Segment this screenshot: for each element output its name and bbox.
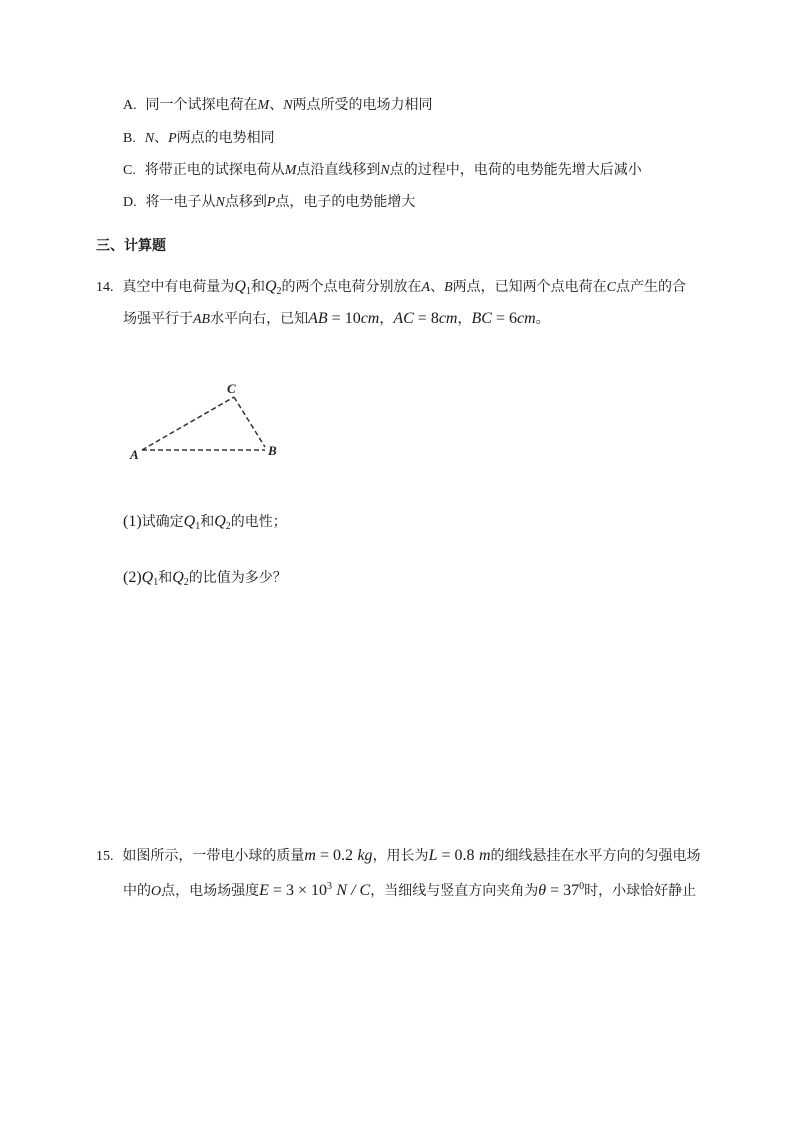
q14-sub-question-1: (1)试确定$Q_1$和$Q_2$的电性； xyxy=(123,513,287,532)
option-a: A. 同一个试探电荷在M、N两点所受的电场力相同 xyxy=(123,97,433,113)
label-a: A xyxy=(130,447,139,462)
q15-line2: 中的O点，电场场强度$E = 3 \times 10^3$ N / C，当细线与竖直方向夹角为$\theta = 37^0$时，小球恰好静止 xyxy=(123,881,697,899)
q14-line2: 场强平行于AB水平向右，已知AB = 10cm，AC = 8cm，BC = 6cm。 xyxy=(123,310,550,327)
option-c: C. 将带正电的试探电荷从M点沿直线移到N点的过程中，电荷的电势能先增大后减小 xyxy=(123,162,642,178)
q14-line1: 14. 真空中有电荷量为$Q_1$和$Q_2$的两个点电荷分别放在A、B两点，已知两个点电荷在C点产生的合 xyxy=(96,278,686,297)
label-c: C xyxy=(227,381,236,396)
label-b: B xyxy=(268,443,277,458)
triangle-figure xyxy=(120,375,300,470)
option-d: D. 将一电子从N点移到P点，电子的电势能增大 xyxy=(123,194,416,210)
segment-ac xyxy=(142,397,234,450)
option-b: B. N、P两点的电势相同 xyxy=(123,130,275,146)
segment-cb xyxy=(234,397,265,447)
q14-sub-question-2: $(2)Q_1$和$Q_2$的比值为多少？ xyxy=(123,569,287,588)
section-title: 三、计算题 xyxy=(96,238,166,254)
q15-line1: 15. 如图所示，一带电小球的质量m = 0.2 kg，用长为L = 0.8 m的细线悬挂在水平方向的匀强电场 xyxy=(96,847,701,864)
